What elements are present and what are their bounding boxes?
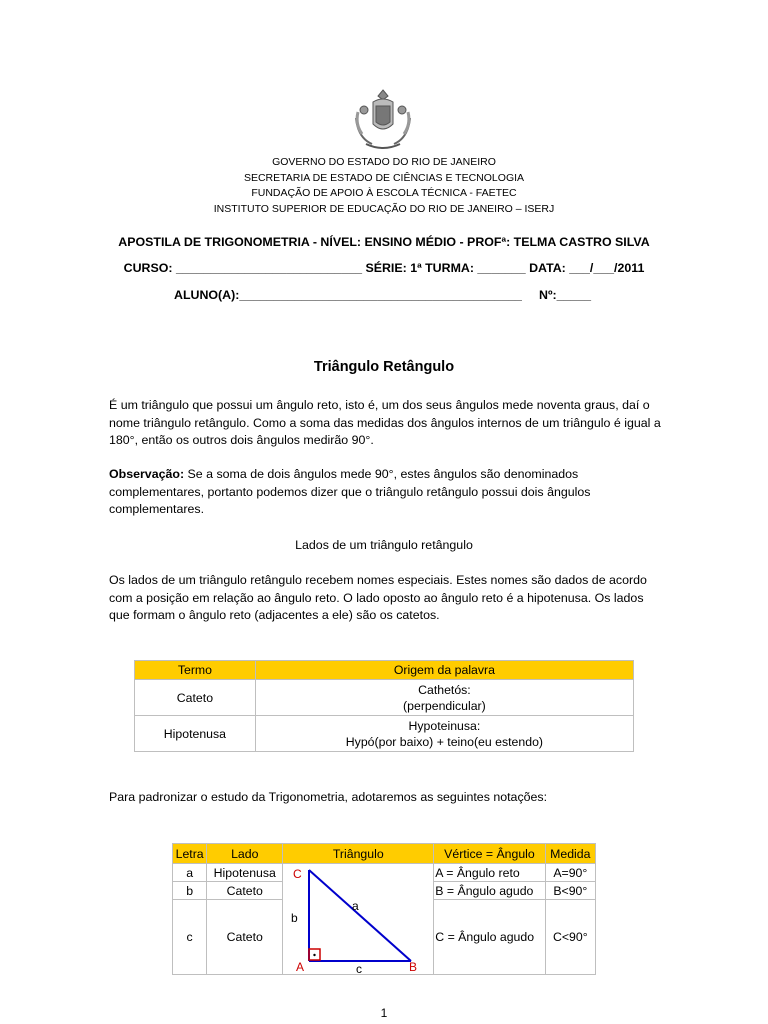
coat-of-arms-seal bbox=[352, 88, 414, 154]
term-cell: Hipotenusa bbox=[135, 716, 256, 752]
vertice-cell: A = Ângulo reto bbox=[434, 864, 545, 882]
origin-line-2: (perpendicular) bbox=[403, 698, 486, 713]
origin-line-2: Hypó(por baixo) + teino(eu estendo) bbox=[345, 734, 544, 749]
side-c-label: c bbox=[356, 962, 363, 974]
curso-line: CURSO: ___________________________ SÉRIE: 1ª TURMA: _______ DATA: ___/___/2011 bbox=[123, 261, 645, 275]
table-row bbox=[135, 680, 634, 716]
medida-cell: C<90° bbox=[545, 900, 595, 975]
section-subtitle: Lados de um triângulo retângulo bbox=[295, 538, 473, 552]
notation-table bbox=[172, 843, 596, 975]
side-b-label: b bbox=[291, 911, 298, 925]
numero-field: Nº:_____ bbox=[539, 288, 592, 302]
page-title: Triângulo Retângulo bbox=[313, 359, 455, 375]
side-a-hypotenuse bbox=[309, 870, 411, 961]
vertice-cell: C = Ângulo agudo bbox=[434, 900, 545, 975]
table-header-row bbox=[173, 844, 596, 864]
header-block bbox=[0, 155, 768, 217]
etymology-table bbox=[134, 660, 634, 752]
term-cell: Cateto bbox=[135, 680, 256, 716]
letra-cell: a bbox=[173, 864, 207, 882]
triangle-cell bbox=[283, 864, 434, 975]
apostila-title: APOSTILA DE TRIGONOMETRIA - NÍVEL: ENSINO MÉDIO - PROFª: TELMA CASTRO SILVA bbox=[118, 235, 650, 249]
lado-cell: Cateto bbox=[207, 882, 283, 900]
right-triangle-diagram bbox=[283, 864, 423, 974]
vertex-a-label: A bbox=[296, 960, 305, 974]
table-row bbox=[135, 716, 634, 752]
header-line-2: SECRETARIA DE ESTADO DE CIÊNCIAS E TECNOLOGIA bbox=[243, 171, 525, 184]
lado-cell: Hipotenusa bbox=[207, 864, 283, 882]
right-angle-dot bbox=[314, 954, 316, 956]
header-lado: Lado bbox=[207, 844, 283, 864]
header-line-4: INSTITUTO SUPERIOR DE EDUCAÇÃO DO RIO DE JANEIRO – ISERJ bbox=[213, 202, 555, 215]
letra-cell: c bbox=[173, 900, 207, 975]
lados-paragraph: Os lados de um triângulo retângulo recebem nomes especiais. Estes nomes são dados de acordo com a posição em relação ao ângulo reto. O lado oposto ao ângulo reto é a hipotenusa. Os lados que formam o ângulo reto (adjacentes a ele) são os catetos. bbox=[109, 573, 647, 622]
lado-cell: Cateto bbox=[207, 900, 283, 975]
side-a-label: a bbox=[352, 899, 359, 913]
origin-cell bbox=[255, 716, 633, 752]
vertice-cell: B = Ângulo agudo bbox=[434, 882, 545, 900]
origin-line-1: Hypoteinusa: bbox=[408, 718, 481, 733]
padronizar-text: Para padronizar o estudo da Trigonometria, adotaremos as seguintes notações: bbox=[109, 790, 548, 804]
medida-cell: A=90° bbox=[545, 864, 595, 882]
page-number: 1 bbox=[380, 1006, 388, 1020]
table-row bbox=[173, 864, 596, 882]
vertex-c-label: C bbox=[293, 867, 302, 881]
letra-cell: b bbox=[173, 882, 207, 900]
header-triangulo: Triângulo bbox=[283, 844, 434, 864]
header-origem: Origem da palavra bbox=[255, 661, 633, 680]
observacao-label: Observação: bbox=[109, 467, 185, 481]
observacao-paragraph bbox=[109, 466, 661, 519]
header-vertice: Vértice = Ângulo bbox=[434, 844, 545, 864]
header-termo: Termo bbox=[135, 661, 256, 680]
vertex-b-label: B bbox=[409, 960, 418, 974]
intro-paragraph: É um triângulo que possui um ângulo reto, isto é, um dos seus ângulos mede noventa graus, daí o nome triângulo retângulo. Como a soma das medidas dos ângulos internos de um triângulo é igual a 180°, então os outros dois ângulos medirão 90°. bbox=[109, 398, 661, 447]
aluno-field: ALUNO(A):_________________________________________ bbox=[174, 288, 522, 302]
observacao-text: Se a soma de dois ângulos mede 90°, estes ângulos são denominados complementares, portanto podemos dizer que o triângulo retângulo possui dois ângulos complementares. bbox=[109, 467, 591, 516]
header-letra: Letra bbox=[173, 844, 207, 864]
origin-line-1: Cathetós: bbox=[418, 682, 471, 697]
table-header-row bbox=[135, 661, 634, 680]
origin-cell bbox=[255, 680, 633, 716]
medida-cell: B<90° bbox=[545, 882, 595, 900]
header-line-3: FUNDAÇÃO DE APOIO À ESCOLA TÉCNICA - FAETEC bbox=[251, 187, 517, 199]
header-line-1: GOVERNO DO ESTADO DO RIO DE JANEIRO bbox=[272, 156, 496, 168]
header-medida: Medida bbox=[545, 844, 595, 864]
